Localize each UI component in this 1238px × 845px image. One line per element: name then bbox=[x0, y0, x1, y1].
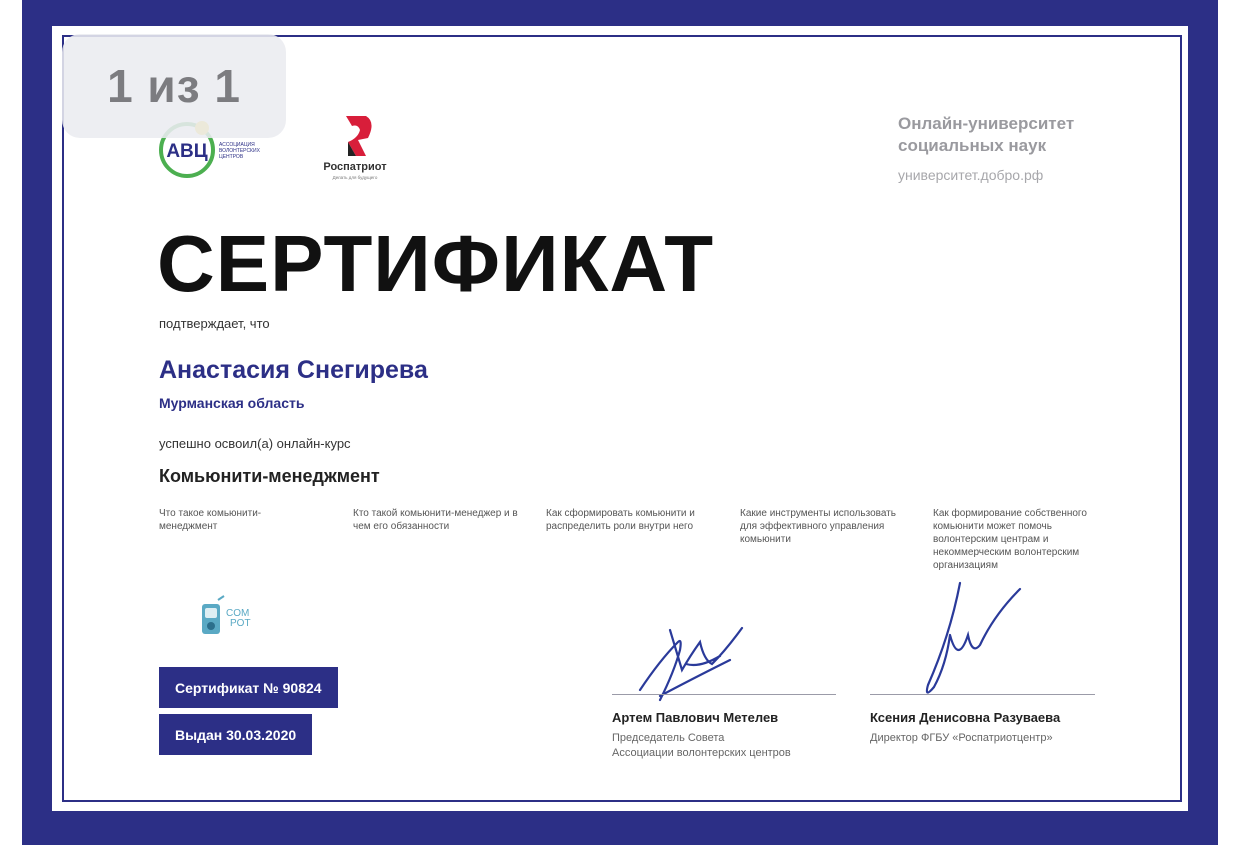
recipient-region: Мурманская область bbox=[159, 395, 305, 411]
university-title-line1: Онлайн-университет bbox=[898, 114, 1075, 133]
course-topic-1: Что такое комьюнити-менеджмент bbox=[159, 508, 262, 532]
compot-logo bbox=[196, 594, 258, 644]
signature-razuvaeva bbox=[910, 575, 1030, 705]
signatory-1-role-line2: Ассоциации волонтерских центров bbox=[612, 747, 791, 759]
avc-logo-subtitle: АССОЦИАЦИЯ ВОЛОНТЕРСКИХ ЦЕНТРОВ bbox=[219, 142, 260, 160]
confirms-text: подтверждает, что bbox=[159, 316, 270, 331]
course-topic-4: Какие инструменты использовать для эффективного управления комьюнити bbox=[740, 508, 896, 545]
compot-logo-text: COM POT bbox=[226, 608, 251, 629]
signature-line-1 bbox=[612, 694, 836, 695]
course-topic-5: Как формирование собственного комьюнити может помочь волонтерским центрам и некоммерческим волонтерским организациям bbox=[933, 508, 1087, 571]
rospatriot-logo-tagline: Делать для будущего bbox=[332, 175, 378, 180]
rospatriot-logo-name: Роспатриот bbox=[323, 161, 387, 173]
course-name: Комьюнити-менеджмент bbox=[159, 466, 380, 486]
recipient-name: Анастасия Снегирева bbox=[159, 356, 428, 384]
university-title bbox=[898, 113, 1138, 157]
signatory-2-role bbox=[870, 731, 1053, 746]
rospatriot-logo bbox=[318, 112, 392, 188]
avc-logo-abbr: АВЦ bbox=[166, 141, 208, 162]
university-url: университет.добро.рф bbox=[898, 167, 1044, 183]
signatory-2-role-line1: Директор ФГБУ «Роспатриотцентр» bbox=[870, 732, 1053, 744]
course-topic-3: Как сформировать комьюнити и распределить роли внутри него bbox=[546, 508, 695, 532]
signature-metelev bbox=[630, 620, 760, 712]
signatory-1-name: Артем Павлович Метелев bbox=[612, 710, 779, 725]
signature-line-2 bbox=[870, 694, 1095, 695]
issued-date-badge: Выдан 30.03.2020 bbox=[159, 714, 312, 755]
certificate-title: СЕРТИФИКАТ bbox=[157, 219, 715, 308]
signatory-2-name: Ксения Денисовна Разуваева bbox=[870, 710, 1061, 725]
signatory-1-role-line1: Председатель Совета bbox=[612, 732, 725, 744]
page-counter: 1 из 1 bbox=[62, 34, 286, 138]
university-title-line2: социальных наук bbox=[898, 136, 1047, 155]
certificate-number-badge: Сертификат № 90824 bbox=[159, 667, 338, 708]
course-topic-2: Кто такой комьюнити-менеджер и в чем его обязанности bbox=[353, 508, 518, 532]
completed-text: успешно освоил(а) онлайн-курс bbox=[159, 436, 351, 451]
signatory-1-role bbox=[612, 731, 791, 761]
